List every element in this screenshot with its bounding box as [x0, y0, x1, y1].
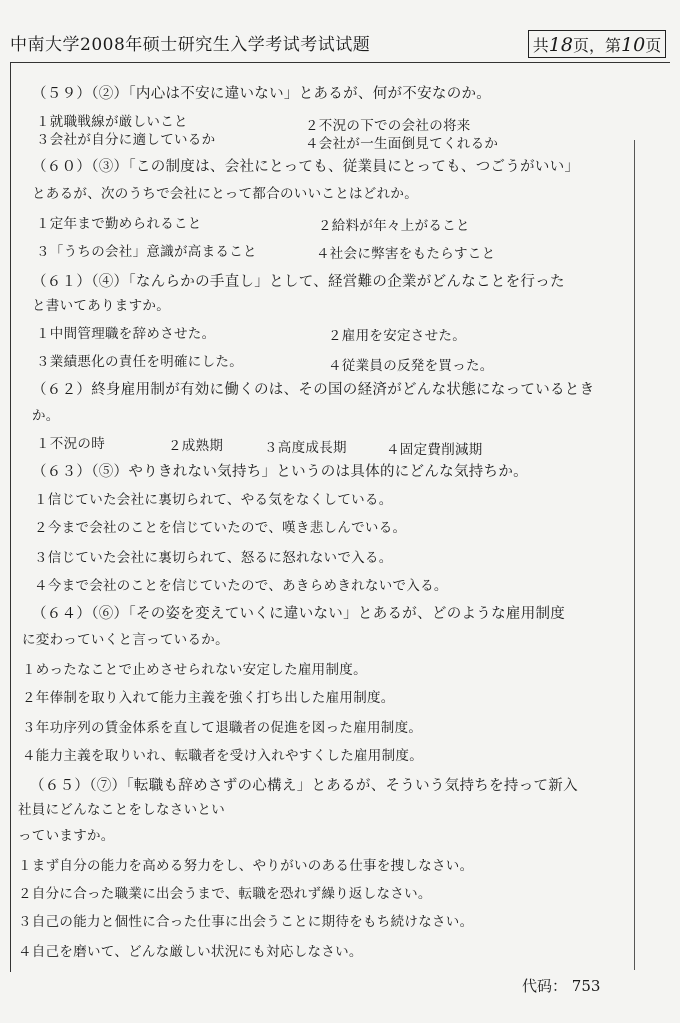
- page-indicator: [528, 30, 666, 58]
- option-65-2: ２自分に合った職業に出会うまで、転職を恐れず繰り返しなさい。: [18, 886, 432, 902]
- exam-title: 中南大学2008年硕士研究生入学考试考试试题: [10, 35, 371, 55]
- option-60-1: １定年まで勤められること: [36, 216, 202, 232]
- question-62-cont: か。: [32, 408, 60, 424]
- option-60-3: ３「うちの会社」意識が高まること: [36, 244, 257, 260]
- page-mid: 页，第: [572, 36, 621, 55]
- option-65-3: ３自己の能力と個性に合った仕事に出会うことに期待をもち続けなさい。: [18, 914, 474, 930]
- option-59-3: ３会社が自分に適しているか: [36, 132, 216, 148]
- option-61-2: ２雇用を安定させた。: [328, 328, 466, 344]
- question-61-cont: と書いてありますか。: [32, 298, 170, 314]
- question-62: （６２）終身雇用制が有効に働くのは、その国の経済がどんな状態になっているとき: [32, 382, 595, 398]
- page-suffix: 页: [645, 36, 662, 55]
- option-59-1: １就職戦線が厳しいこと: [36, 114, 188, 130]
- option-60-4: ４社会に弊害をもたらすこと: [316, 246, 496, 262]
- option-65-1: １まず自分の能力を高める努力をし、やりがいのある仕事を捜しなさい。: [18, 858, 474, 874]
- page-total: 18: [548, 34, 573, 56]
- code-label: 代码：: [522, 977, 568, 995]
- option-62-4: ４固定費削減期: [386, 442, 483, 458]
- exam-code: [522, 975, 600, 996]
- option-65-4: ４自己を磨いて、どんな厳しい状況にも対応しなさい。: [18, 944, 363, 960]
- frame-right-rule: [634, 140, 635, 970]
- page-total-prefix: 共: [532, 36, 549, 55]
- code-value: 753: [571, 977, 601, 995]
- option-61-3: ３業績悪化の責任を明確にした。: [36, 354, 243, 370]
- option-64-3: ３年功序列の賃金体系を直して退職者の促進を図った雇用制度。: [22, 720, 423, 736]
- option-59-2: ２不況の下での会社の将来: [305, 118, 471, 134]
- question-60: （６０）（③）「この制度は、会社にとっても、従業員にとっても、つごうがいい」: [32, 159, 580, 175]
- question-64-cont: に変わっていくと言っているか。: [22, 632, 229, 648]
- page-current: 10: [621, 34, 646, 56]
- question-63: （６３）（⑤）やりきれない気持ち」というのは具体的にどんな気持ちか。: [32, 464, 528, 480]
- option-63-2: ２今まで会社のことを信じていたので、嘆き悲しんでいる。: [34, 520, 407, 536]
- option-64-2: ２年俸制を取り入れて能力主義を強く打ち出した雇用制度。: [22, 690, 395, 706]
- option-63-3: ３信じていた会社に裏切られて、怒るに怒れないで入る。: [34, 550, 393, 566]
- option-62-2: ２成熟期: [168, 438, 224, 454]
- option-62-1: １不況の時: [36, 436, 105, 452]
- option-63-1: １信じていた会社に裏切られて、やる気をなくしている。: [34, 492, 393, 508]
- option-62-3: ３高度成長期: [264, 440, 347, 456]
- question-60-cont: とあるが、次のうちで会社にとって都合のいいことはどれか。: [32, 186, 418, 202]
- option-63-4: ４今まで会社のことを信じていたので、あきらめきれないで入る。: [34, 578, 448, 594]
- option-64-4: ４能力主義を取りいれ、転職者を受け入れやすくした雇用制度。: [22, 748, 424, 764]
- option-59-4: ４会社が一生面倒見てくれるか: [305, 136, 499, 152]
- question-65-cont: 社員にどんなことをしなさいとい: [18, 802, 225, 818]
- option-61-4: ４従業員の反発を買った。: [328, 358, 494, 374]
- option-61-1: １中間管理職を辞めさせた。: [36, 326, 216, 342]
- option-60-2: ２給料が年々上がること: [318, 218, 470, 234]
- question-59: （５９）（②）「内心は不安に違いない」とあるが、何が不安なのか。: [32, 86, 492, 102]
- question-61: （６１）（④）「なんらかの手直し」として、経営難の企業がどんなことを行った: [32, 274, 565, 290]
- question-65: （６５）（⑦）「転職も辞めさずの心構え」とあるが、そういう気持ちを持って新入: [30, 778, 578, 794]
- option-64-1: １めったなことで止めさせられない安定した雇用制度。: [22, 662, 367, 678]
- question-65-cont-2: っていますか。: [18, 828, 115, 844]
- question-64: （６４）（⑥）「その姿を変えていくに違いない」とあるが、どのような雇用制度: [32, 606, 566, 622]
